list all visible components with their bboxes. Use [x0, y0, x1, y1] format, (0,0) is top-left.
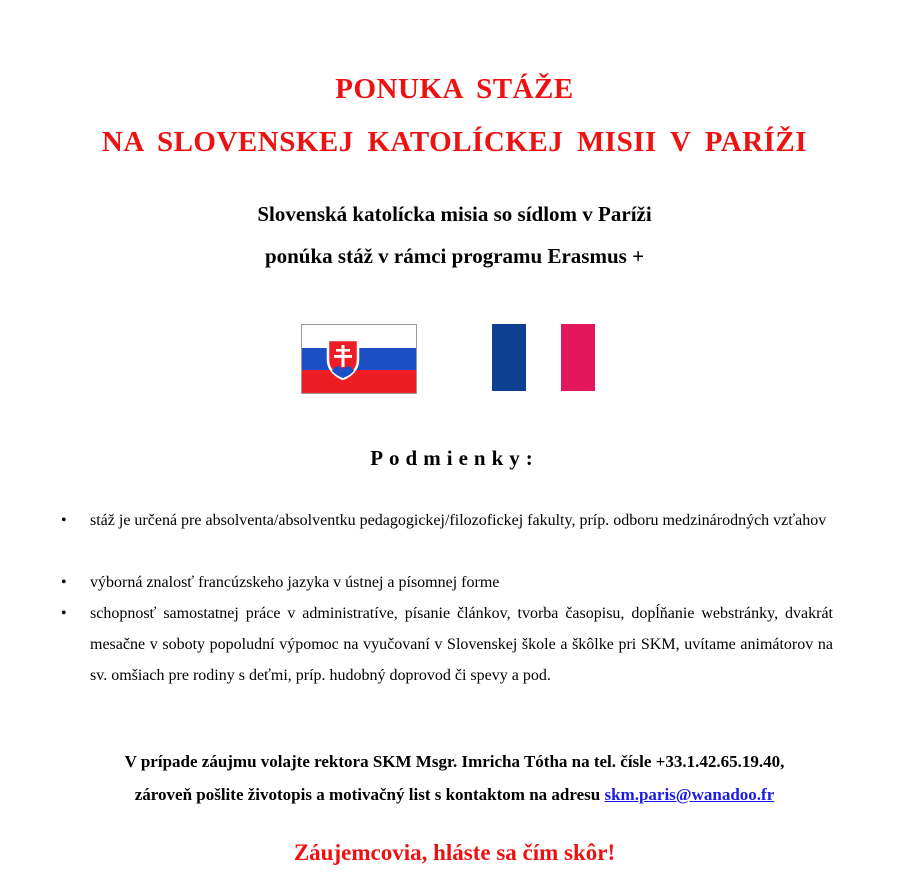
closing-call: Záujemcovia, hláste sa čím skôr!: [293, 840, 616, 865]
condition-text: stáž je určená pre absolventa/absolventku pedagogickej/filozofickej fakulty, príp. odboru medzinárodných vzťahov: [90, 512, 827, 529]
condition-text: výborná znalosť francúzskeho jazyka v ústnej a písomnej forme: [90, 574, 500, 591]
contact-line-2: [0, 785, 909, 805]
list-item: [58, 505, 833, 567]
contact-line-1: V prípade záujmu volajte rektora SKM Msgr. Imricha Tótha na tel. čísle +33.1.42.65.19.40,: [124, 752, 785, 771]
subtitle-line-1: Slovenská katolícka misia so sídlom v Paríži: [257, 202, 652, 226]
subtitle-line-2: ponúka stáž v rámci programu Erasmus +: [264, 244, 645, 268]
email-link[interactable]: skm.paris@wanadoo.fr: [604, 785, 775, 804]
title-line-1: PONUKA STÁŽE: [335, 73, 574, 105]
conditions-heading: Podmienky:: [370, 446, 539, 470]
conditions-list: [58, 505, 833, 722]
list-item: [58, 598, 833, 722]
title-line-2: NA SLOVENSKEJ KATOLÍCKEJ MISII V PARÍŽI: [101, 126, 808, 158]
bullet: •: [61, 512, 67, 529]
list-item: [58, 567, 833, 598]
contact-line-2-text: zároveň pošlite životopis a motivačný list s kontaktom na adresu: [134, 785, 605, 804]
slovak-coat-of-arms-icon: [326, 338, 360, 380]
bullet: •: [61, 574, 67, 591]
condition-text: schopnosť samostatnej práce v administratíve, písanie článkov, tvorba časopisu, dopĺňanie webstránky, dvakrát mesačne v soboty popoludní výpomoc na vyučovaní v Slovenskej škole a škôlke pri SKM, uvítame animátorov na sv. omšiach pre rodiny s deťmi, príp. hudobný doprovod či spevy a pod.: [90, 605, 833, 684]
french-flag-icon: [492, 324, 595, 391]
bullet: •: [61, 605, 67, 622]
slovak-flag-icon: [301, 324, 417, 394]
